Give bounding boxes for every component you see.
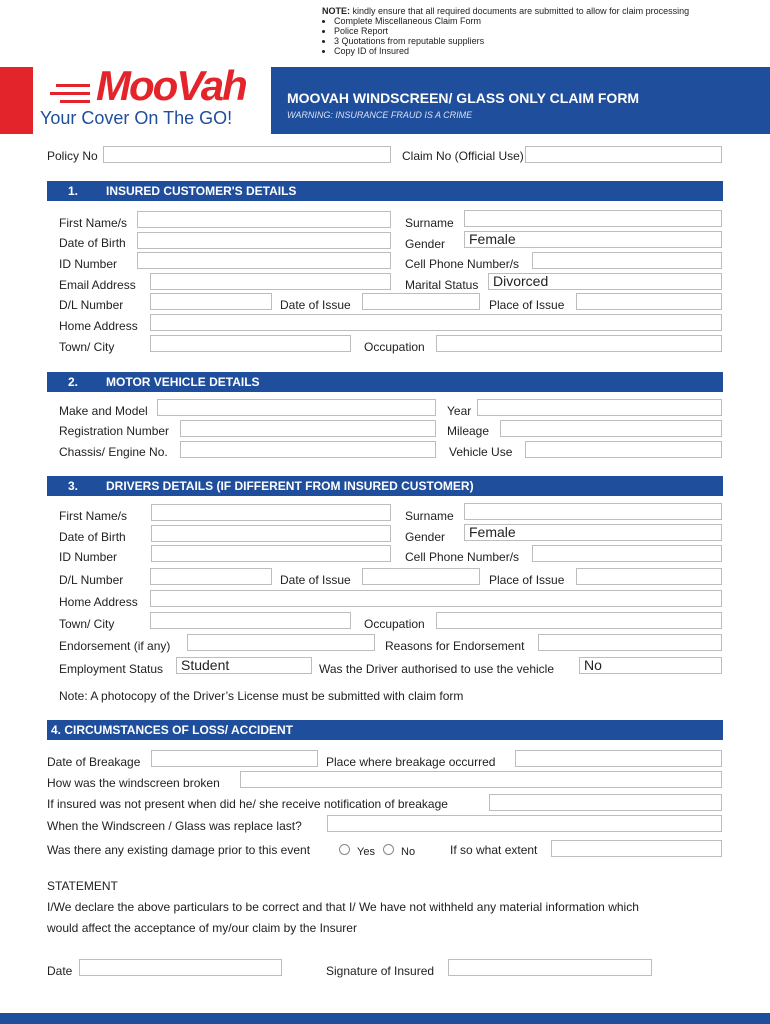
damage-extent-field[interactable] <box>551 840 722 857</box>
endorsement-label: Endorsement (if any) <box>59 639 171 653</box>
id-number-label: ID Number <box>59 257 118 271</box>
place-breakage-field[interactable] <box>515 750 722 767</box>
section-number: 1. <box>68 184 79 198</box>
note-prefix: NOTE: <box>322 6 350 16</box>
dob-field[interactable] <box>137 232 391 249</box>
fraud-warning: WARNING: INSURANCE FRAUD IS A CRIME <box>287 110 473 120</box>
logo-tagline: Your Cover On The GO! <box>40 108 233 128</box>
signature-field[interactable] <box>448 959 652 976</box>
policy-no-label: Policy No <box>47 149 98 163</box>
section-number: 3. <box>68 479 79 493</box>
existing-damage-label: Was there any existing damage prior to this event <box>47 843 311 857</box>
driver-cell-phone-field[interactable] <box>532 545 722 562</box>
town-city-field[interactable] <box>150 335 351 352</box>
surname-field[interactable] <box>464 210 722 227</box>
vehicle-use-field[interactable] <box>525 441 722 458</box>
surname-label: Surname <box>405 216 454 230</box>
section-3-header <box>47 476 723 496</box>
no-label: No <box>401 846 416 858</box>
statement-line-2: would affect the acceptance of my/our claim by the Insurer <box>47 921 357 935</box>
how-broken-label: How was the windscreen broken <box>47 776 220 790</box>
header-banner <box>271 67 770 134</box>
red-corner-accent <box>0 67 33 134</box>
date-of-issue-label: Date of Issue <box>280 298 351 312</box>
date-field[interactable] <box>79 959 282 976</box>
section-title: 4. CIRCUMSTANCES OF LOSS/ ACCIDENT <box>51 723 294 737</box>
how-broken-field[interactable] <box>240 771 722 788</box>
list-item: • 3 Quotations from reputable suppliers <box>334 36 689 46</box>
form-title: MOOVAH WINDSCREEN/ GLASS ONLY CLAIM FORM <box>287 90 640 106</box>
driver-id-number-label: ID Number <box>59 550 118 564</box>
list-item: • Police Report <box>334 26 689 36</box>
employment-status-label: Employment Status <box>59 662 164 676</box>
marital-status-field[interactable]: Divorced <box>488 273 722 290</box>
document-note <box>322 6 689 56</box>
chassis-engine-label: Chassis/ Engine No. <box>59 445 168 459</box>
email-field[interactable] <box>150 273 391 290</box>
date-of-breakage-label: Date of Breakage <box>47 755 141 769</box>
driver-occupation-label: Occupation <box>364 617 425 631</box>
driver-place-of-issue-label: Place of Issue <box>489 573 565 587</box>
driver-home-address-field[interactable] <box>150 590 722 607</box>
mileage-field[interactable] <box>500 420 722 437</box>
section-2-header <box>47 372 723 392</box>
driver-id-number-field[interactable] <box>151 545 391 562</box>
first-name-field[interactable] <box>137 211 391 228</box>
driver-first-name-field[interactable] <box>151 504 391 521</box>
driver-surname-field[interactable] <box>464 503 722 520</box>
place-of-issue-label: Place of Issue <box>489 298 565 312</box>
vehicle-use-label: Vehicle Use <box>449 445 513 459</box>
home-address-label: Home Address <box>59 319 138 333</box>
note-text: kindly ensure that all required documents are submitted to allow for claim processing <box>352 6 690 16</box>
driver-gender-label: Gender <box>405 530 446 544</box>
year-label: Year <box>447 404 472 418</box>
replaced-last-label: When the Windscreen / Glass was replace last? <box>47 819 302 833</box>
reasons-endorsement-field[interactable] <box>538 634 722 651</box>
policy-no-field[interactable] <box>103 146 391 163</box>
id-number-field[interactable] <box>137 252 391 269</box>
claim-no-field[interactable] <box>525 146 722 163</box>
statement-heading: STATEMENT <box>47 879 118 893</box>
driver-occupation-field[interactable] <box>436 612 722 629</box>
existing-damage-yes-radio[interactable] <box>339 844 350 855</box>
section-title: INSURED CUSTOMER'S DETAILS <box>106 184 297 198</box>
driver-town-city-label: Town/ City <box>59 617 115 631</box>
driver-dl-number-label: D/L Number <box>59 573 124 587</box>
chassis-engine-field[interactable] <box>180 441 436 458</box>
driver-cell-phone-label: Cell Phone Number/s <box>405 550 520 564</box>
footer-bar <box>0 1013 770 1024</box>
endorsement-field[interactable] <box>187 634 375 651</box>
first-name-label: First Name/s <box>59 216 128 230</box>
marital-status-label: Marital Status <box>405 278 479 292</box>
gender-label: Gender <box>405 237 446 251</box>
damage-extent-label: If so what extent <box>450 843 538 857</box>
place-of-issue-field[interactable] <box>576 293 722 310</box>
dl-number-field[interactable] <box>150 293 272 310</box>
section-number: 2. <box>68 375 79 389</box>
driver-home-address-label: Home Address <box>59 595 138 609</box>
cell-phone-label: Cell Phone Number/s <box>405 257 520 271</box>
home-address-field[interactable] <box>150 314 722 331</box>
replaced-last-field[interactable] <box>327 815 722 832</box>
dl-number-label: D/L Number <box>59 298 124 312</box>
driver-town-city-field[interactable] <box>150 612 351 629</box>
driver-surname-label: Surname <box>405 509 454 523</box>
employment-status-field[interactable]: Student <box>176 657 312 674</box>
driver-gender-field[interactable]: Female <box>464 524 722 541</box>
year-field[interactable] <box>477 399 722 416</box>
dob-label: Date of Birth <box>59 236 126 250</box>
list-item: • Copy ID of Insured <box>334 46 689 56</box>
make-model-field[interactable] <box>157 399 436 416</box>
signature-label: Signature of Insured <box>326 964 435 978</box>
registration-number-label: Registration Number <box>59 424 170 438</box>
cell-phone-field[interactable] <box>532 252 722 269</box>
logo-wordmark: MooVah <box>96 62 246 109</box>
make-model-label: Make and Model <box>59 404 148 418</box>
existing-damage-no-radio[interactable] <box>383 844 394 855</box>
notification-field[interactable] <box>489 794 722 811</box>
moovah-logo <box>40 62 260 130</box>
statement-line-1: I/We declare the above particulars to be correct and that I/ We have not withheld any material information which <box>47 900 639 914</box>
driver-place-of-issue-field[interactable] <box>576 568 722 585</box>
driver-first-name-label: First Name/s <box>59 509 128 523</box>
date-label: Date <box>47 964 73 978</box>
email-label: Email Address <box>59 278 136 292</box>
driver-dob-label: Date of Birth <box>59 530 126 544</box>
section-title: MOTOR VEHICLE DETAILS <box>106 375 260 389</box>
section-4-header <box>47 720 723 740</box>
section-1-header <box>47 181 723 201</box>
driver-date-of-issue-label: Date of Issue <box>280 573 351 587</box>
registration-number-field[interactable] <box>180 420 436 437</box>
list-item: • Complete Miscellaneous Claim Form <box>334 16 689 26</box>
required-documents-list <box>322 16 689 56</box>
driver-dl-number-field[interactable] <box>150 568 272 585</box>
place-breakage-label: Place where breakage occurred <box>326 755 496 769</box>
occupation-field[interactable] <box>436 335 722 352</box>
driver-authorised-label: Was the Driver authorised to use the vehicle <box>319 662 555 676</box>
gender-field[interactable]: Female <box>464 231 722 248</box>
drivers-license-note: Note: A photocopy of the Driver’s License must be submitted with claim form <box>59 689 464 703</box>
yes-label: Yes <box>357 846 375 858</box>
notification-label: If insured was not present when did he/ she receive notification of breakage <box>47 797 448 811</box>
driver-date-of-issue-field[interactable] <box>362 568 480 585</box>
section-title: DRIVERS DETAILS (IF DIFFERENT FROM INSURED CUSTOMER) <box>106 479 474 493</box>
reasons-endorsement-label: Reasons for Endorsement <box>385 639 525 653</box>
mileage-label: Mileage <box>447 424 490 438</box>
town-city-label: Town/ City <box>59 340 115 354</box>
occupation-label: Occupation <box>364 340 425 354</box>
driver-authorised-field[interactable]: No <box>579 657 722 674</box>
claim-no-label: Claim No (Official Use) <box>402 149 524 163</box>
driver-dob-field[interactable] <box>151 525 391 542</box>
date-of-breakage-field[interactable] <box>151 750 318 767</box>
date-of-issue-field[interactable] <box>362 293 480 310</box>
